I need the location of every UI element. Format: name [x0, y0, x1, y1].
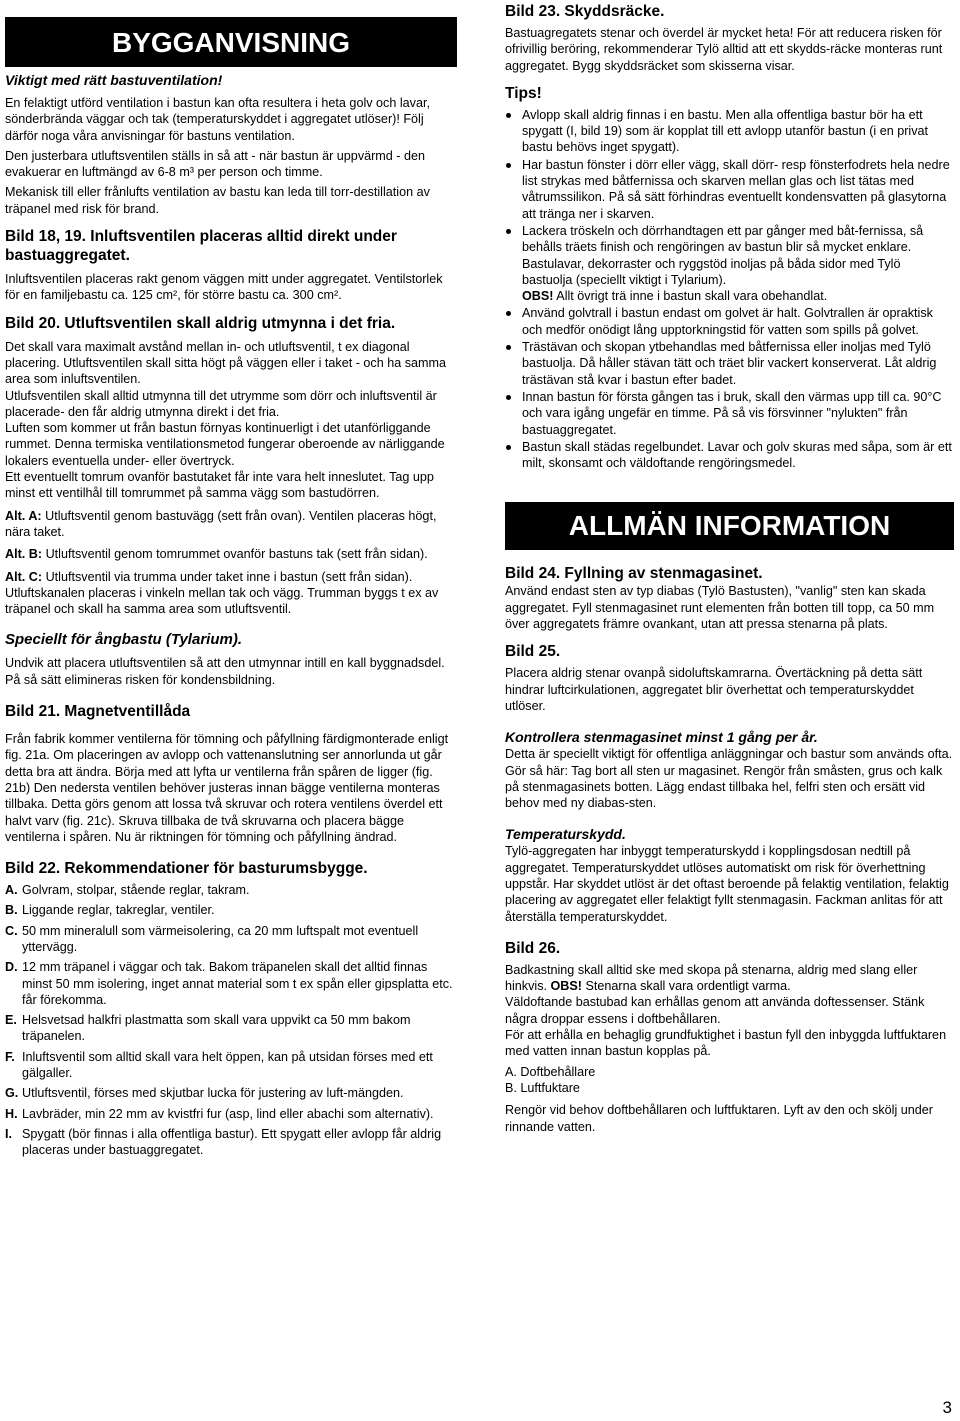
bild-25-paragraph: Placera aldrig stenar ovanpå sidoluftskamrarna. Övertäckning på detta sätt hindrar luftcirkulationen, aggregatet blir överhettat och temperaturskyddet utlöser.	[505, 666, 923, 713]
temperature-protection-heading: Temperaturskydd.	[505, 826, 626, 843]
section-banner-allman-information: ALLMÄN INFORMATION	[505, 502, 954, 550]
bild-23-paragraph: Bastuagregatets stenar och överdel är mycket heta! För att reducera risken för ofrivillig beröring, rekommenderar Tylö alltid att ett skydds-räcke monteras runt aggregatet. Bygg skyddsräcket som skisserna visar.	[505, 26, 943, 73]
item-letter: A.	[5, 883, 18, 898]
bild-20-paragraph-2: Utlufsventilen skall alltid utmynna till det utrymme som dörr och inluftsventil är placerade- den får aldrig utmynna direkt i det fria.	[5, 388, 437, 419]
item-text: Liggande reglar, takreglar, ventiler.	[22, 903, 215, 918]
bild-20-heading: Bild 20. Utluftsventilen skall aldrig utmynna i det fria.	[5, 314, 396, 332]
alt-c-label: Alt. C:	[5, 569, 43, 584]
item-text: 12 mm träpanel i väggar och tak. Bakom träpanelen skall det alltid finnas minst 50 mm isolering, inget annat material som t ex spån eller gipsplatta etc. får förekomma.	[22, 960, 453, 1007]
list-item	[5, 959, 457, 1008]
bild-21-paragraph: Från fabrik kommer ventilerna för tömning och påfyllning färdigmonterade enligt fig. 21a. Om placeringen av avlopp och vattenanslutning ser annorlunda ut går detta bra att ändra. Börja med att lyfta ur ventilerna från spåren de ligger (fig. 21b) Den nedersta ventilen behöver justeras innan bägge ventilerna monteras tillbaka. Detta görs genom att lossa två skruvar och rotera ventilens överdel ett halvt varv (fig. 21c). Skruva tillbaka de två skruvarna och placera bägge ventilerna i spåren. Nu är riktningen för tömning och påfyllning ändrad.	[5, 732, 449, 844]
bild-18-19-heading: Bild 18, 19. Inluftsventilen placeras alltid direkt under bastuaggregatet.	[5, 228, 397, 265]
item-letter: C.	[5, 923, 18, 938]
obs-label: OBS!	[522, 289, 554, 304]
legend-doftbehallare: A. Doftbehållare	[505, 1064, 596, 1079]
alt-a-text: Utluftsventil genom bastuvägg (sett från ovan). Ventilen placeras högt, nära taket.	[5, 508, 437, 539]
legend-luftfuktare: B. Luftfuktare	[505, 1080, 580, 1095]
bild-26-paragraph-4: Rengör vid behov doftbehållaren och luftfuktaren. Lyft av den och skölj under rinnande vatten.	[505, 1103, 933, 1134]
item-letter: D.	[5, 960, 18, 975]
list-item: Avlopp skall aldrig finnas i en bastu. Men alla offentliga bastur bör ha ett spygatt (I, bild 19) som är kopplat till ett avlopp utanför bastun (i en privat bastu behövs inget spygatt).	[505, 107, 954, 156]
bild-25-heading: Bild 25.	[505, 643, 561, 661]
section-banner-bygganvisning: BYGGANVISNING	[5, 17, 457, 67]
item-text: 50 mm mineralull som värmeisolering, ca 20 mm luftspalt mot eventuell yttervägg.	[22, 923, 419, 954]
tip-text: Har bastun fönster i dörr eller vägg, skall dörr- resp fönsterfodrets hela nedre list strykas med båtfernissa och skarven mellan glas och list tätas med våtrumssilikon. På så sätt förhindras eventuellt kondensvatten på glasytorna att tränga ner i skarven.	[522, 157, 950, 221]
list-item: Använd golvtrall i bastun endast om golvet är halt. Golvtrallen är opraktisk och medför onödigt lång upptorkningstid för vatten som spills på golvet.	[505, 305, 954, 338]
obs-text: Allt övrigt trä inne i bastun skall vara obehandlat.	[553, 289, 828, 304]
steam-sauna-heading: Speciellt för ångbastu (Tylarium).	[5, 631, 242, 649]
alt-c-text: Utluftsventil via trumma under taket inne i bastun (sett från sidan). Utluftskanalen placeras i vinkeln mellan tak och vägg. Trumman byggs t ex av träpanel och skall ha samma area som utluftsventil.	[5, 569, 439, 617]
item-letter: G.	[5, 1086, 19, 1101]
list-item	[5, 923, 457, 956]
bild-20-paragraph-3: Luften som kommer ut från bastun förnyas kontinuerligt i det utanförliggande rummet. Denna termiska ventilationsmetod fungerar oberoende av närliggande lokalers eventuella under- eller övertryck.	[5, 421, 445, 468]
alt-b-text: Utluftsventil genom tomrummet ovanför bastuns tak (sett från sidan).	[42, 547, 428, 562]
list-item	[5, 882, 457, 898]
right-column	[505, 0, 954, 1135]
bild-23-heading: Bild 23. Skyddsräcke.	[505, 3, 665, 20]
alt-c-paragraph	[5, 569, 457, 618]
bild-22-heading: Bild 22. Rekommendationer för basturumsbygge.	[5, 860, 368, 878]
item-text: Lavbräder, min 22 mm av kvistfri fur (asp, lind eller abachi som alternativ).	[22, 1106, 434, 1121]
item-text: Golvram, stolpar, stående reglar, takram.	[22, 883, 250, 898]
bild-20-paragraph-4: Ett eventuellt tomrum ovanför bastutaket får inte vara helt inneslutet. Tag upp minst ett ventilhål till tomrummet på samma vägg som bastudörren.	[5, 470, 434, 501]
bild-24-heading: Bild 24. Fyllning av stenmagasinet.	[505, 565, 763, 583]
list-item	[5, 1012, 457, 1045]
list-item	[505, 223, 954, 304]
alt-b-paragraph	[5, 546, 457, 562]
obs-label: OBS!	[550, 979, 582, 994]
item-text: Utluftsventil, förses med skjutbar lucka för justering av luft-mängden.	[22, 1086, 404, 1101]
bild-21-heading: Bild 21. Magnetventillåda	[5, 703, 191, 721]
tips-heading: Tips!	[505, 84, 542, 102]
item-text: Helsvetsad halkfri plastmatta som skall vara uppvikt ca 50 mm bakom träpanelen.	[22, 1013, 411, 1044]
steam-sauna-paragraph: Undvik att placera utluftsventilen så att den utmynnar intill en kall byggnadsdel. På så sätt elimineras risken för kondensbildning.	[5, 656, 445, 687]
item-text: Inluftsventil som alltid skall vara helt öppen, kan på utsidan förses med ett gälgaller.	[22, 1049, 433, 1081]
list-item: Bastun skall städas regelbundet. Lavar och golv skuras med såpa, som är ett milt, skonsamt och väldoftande rengöringsmedel.	[505, 439, 954, 472]
bild-26-paragraph-1	[505, 962, 954, 995]
list-item: Trästävan och skopan ytbehandlas med båtfernissa eller inoljas med Tylö bastuolja. Då håller stävan tätt och träet blir vackert konserverat. Låt aldrig trästävan stå kvar i bastun efter badet.	[505, 339, 954, 388]
check-stones-heading: Kontrollera stenmagasinet minst 1 gång per år.	[505, 729, 818, 746]
bild-20-paragraph-1: Det skall vara maximalt avstånd mellan in- och utluftsventil, t ex diagonal placering. Utluftsventilen skall sitta högt på väggen eller i taket - och ha samma area som inluftsventilen.	[5, 339, 447, 387]
list-item	[505, 157, 954, 222]
item-letter: H.	[5, 1106, 18, 1121]
alt-a-label: Alt. A:	[5, 508, 42, 523]
list-item	[5, 1049, 457, 1082]
bild-22-list	[5, 882, 457, 1158]
bild-26-heading: Bild 26.	[505, 939, 561, 957]
bild-24-paragraph: Använd endast sten av typ diabas (Tylö Bastusten), "vanlig" sten kan skada aggregatet. Fyll stenmagasinet runt elementen från botten till topp, ca 50 mm över aggregatets främre ovankant, utan att pressa stenarna på plats.	[505, 584, 935, 632]
ventilation-heading: Viktigt med rätt bastuventilation!	[5, 72, 223, 88]
alt-a-paragraph	[5, 508, 457, 541]
list-item: Innan bastun för första gången tas i bruk, skall den värmas upp till ca. 90°C och vara igång ungefär en timme. På så vis försvinner "nylukten" från bastuaggregatet.	[505, 389, 954, 438]
page-number: 3	[942, 1398, 952, 1417]
ventilation-paragraph-1: En felaktigt utförd ventilation i bastun kan ofta resultera i heta golv och lavar, sönderbrända väggar och tak (temperaturskyddet i aggregatet utlöser)! Följ därför noga våra anvisningar för bastuns ventilation.	[5, 96, 430, 143]
item-text: Spygatt (bör finnas i alla offentliga bastur). Ett spygatt eller avlopp får aldrig placeras under bastuaggregatet.	[22, 1126, 442, 1158]
item-letter: B.	[5, 903, 18, 918]
bild-26-paragraph-2: Väldoftande bastubad kan erhållas genom att använda doftessenser. Stänk några droppar essens i doftbehållaren.	[505, 995, 925, 1026]
item-letter: E.	[5, 1013, 17, 1028]
ventilation-paragraph-2: Den justerbara utluftsventilen ställs in så att - när bastun är uppvärmd - den evakuerar en luftmängd av 6-8 m³ per person och timme.	[5, 148, 426, 180]
tips-list	[505, 107, 954, 472]
list-item	[5, 902, 457, 918]
item-letter: I.	[5, 1126, 12, 1141]
check-stones-paragraph: Detta är speciellt viktigt för offentliga anläggningar och bastur som används ofta. Gör så här: Tag bort all sten ur magasinet. Rengör från småsten, grus och kalk på stenmagasinets botten. Lägg endast tillbaka hel, felfri sten och ersätt vid behov med ny diabas-sten.	[505, 747, 953, 811]
temperature-protection-paragraph: Tylö-aggregaten har inbyggt temperaturskydd i kopplingsdosan nedtill på aggregatet. Temperaturskyddet utlöses automatiskt om risk för överhettning uppstår. Har skyddet utlöst är det oftast beroende på felaktig ventilation, felaktig placering av aggregatet eller felaktigt fyllt stenmagasin. Fackman anlitas för att återställa temperaturskyddet.	[505, 844, 949, 924]
bild-18-19-paragraph: Inluftsventilen placeras rakt genom väggen mitt under aggregatet. Ventilstorlek för en familjebastu ca. 125 cm², för större bastu ca. 300 cm².	[5, 272, 443, 303]
bild-26-text-b: Stenarna skall vara ordentligt varma.	[581, 979, 791, 994]
alt-b-label: Alt. B:	[5, 547, 43, 562]
list-item	[5, 1126, 457, 1159]
ventilation-paragraph-3: Mekanisk till eller frånlufts ventilation av bastu kan leda till torr-destillation av träpanel med risk för brand.	[5, 185, 430, 216]
list-item	[5, 1106, 457, 1122]
bild-26-text-a: Badkastning skall alltid ske med skopa på stenarna, aldrig med slang eller hinkvis.	[505, 962, 918, 994]
tip-text: Lackera tröskeln och dörrhandtagen ett par gånger med båt-fernissa, så behålls träets finish och rengöringen av bastun blir så mycket enklare. Bastulavar, dekorraster och ryggstöd inoljas på båda sidor med Tylö bastuolja (speciellt viktigt i Tylarium).	[522, 223, 924, 287]
item-letter: F.	[5, 1049, 15, 1064]
list-item	[5, 1085, 457, 1101]
bild-26-paragraph-3: För att erhålla en behaglig grundfuktighet i bastun fyll den inbyggda luftfuktaren med vatten innan bastun kopplas på.	[505, 1028, 947, 1059]
left-column	[5, 0, 457, 1159]
